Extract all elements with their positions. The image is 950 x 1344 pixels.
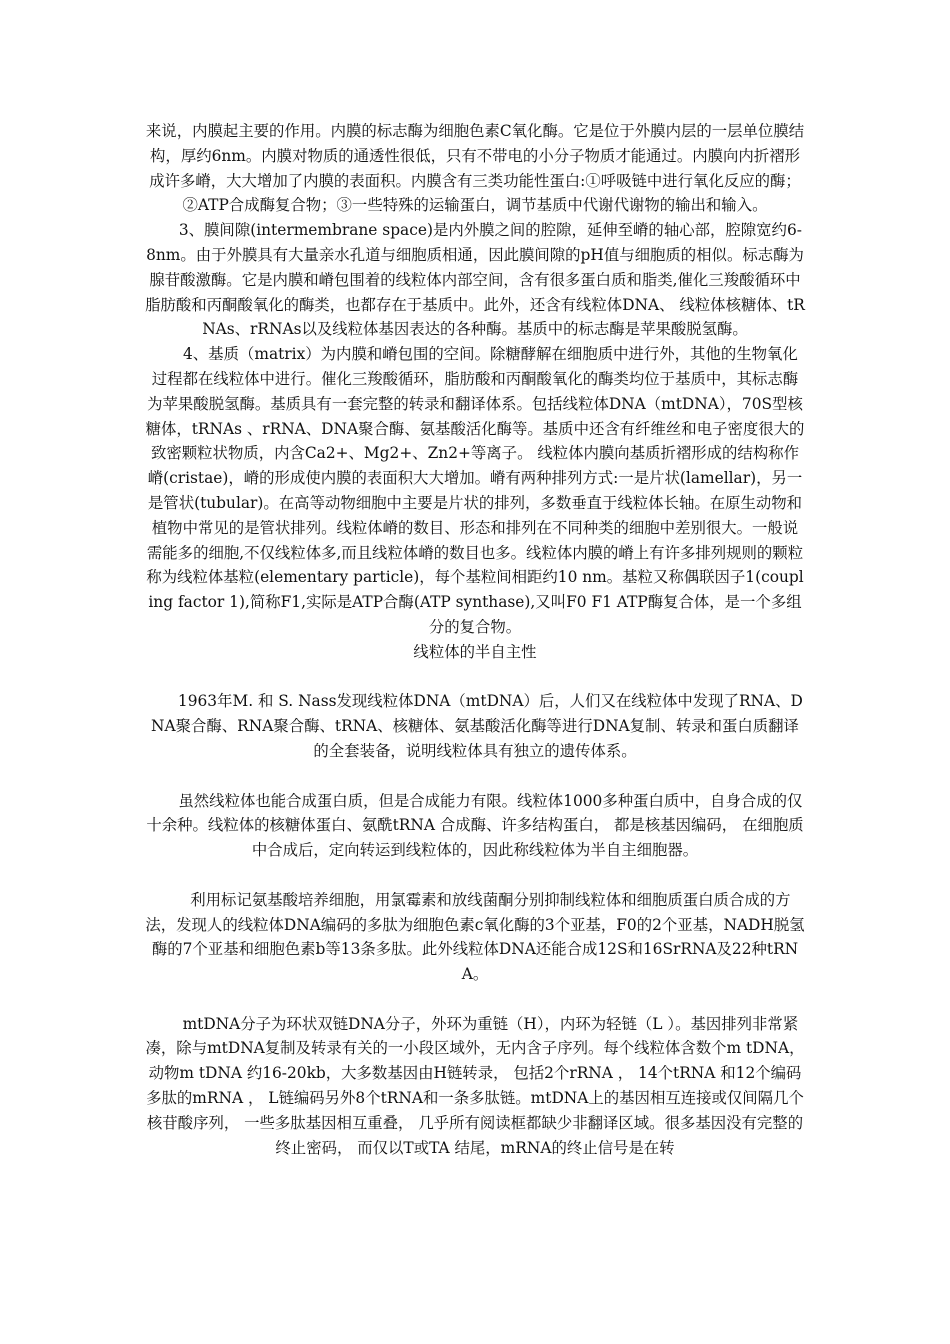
paragraph-matrix: 4、基质（matrix）为内膜和嵴包围的空间。除糖酵解在细胞质中进行外，其他的生物氧化过程都在线粒体中进行。催化三羧酸循环，脂肪酸和丙酮酸氧化的酶类均位于基质中，其标志酶为苹果酸脱氢酶。基质具有一套完整的转录和翻译体系。包括线粒体DNA（mtDNA），70S型核糖体，tRNAs 、rRNA、DNA聚合酶、氨基酸活化酶等。基质中还含有纤维丝和电子密度很大的致密颗粒状物质，内含Ca2+、Mg2+、Zn2+等离子。 线粒体内膜向基质折褶形成的结构称作嵴(cristae)，嵴的形成使内膜的表面积大大增加。嵴有两种排列方式:一是片状(lamellar)，另一是管状(tubular)。在高等动物细胞中主要是片状的排列，多数垂直于线粒体长轴。在原生动物和植物中常见的是管状排列。线粒体嵴的数目、形态和排列在不同种类的细胞中差别很大。一般说需能多的细胞,不仅线粒体多,而且线粒体嵴的数目也多。线粒体内膜的嵴上有许多排列规则的颗粒称为线粒体基粒(elementary particle)，每个基粒间相距约10 nm。基粒又称偶联因子1(coupling factor 1),简称F1,实际是ATP合酶(ATP synthase),又叫F0 F1 ATP酶复合体，是一个多组分的复合物。 (145, 345, 805, 636)
paragraph-protein-synthesis: 虽然线粒体也能合成蛋白质，但是合成能力有限。线粒体1000多种蛋白质中，自身合成的仅十余种。线粒体的核糖体蛋白、氨酰tRNA 合成酶、许多结构蛋白， 都是核基因编码， 在细胞质中合成后，定向转运到线粒体的，因此称线粒体为半自主细胞器。 (146, 791, 804, 860)
section-heading: 线粒体的半自主性 (413, 642, 537, 661)
blank-line (145, 863, 805, 888)
blank-line (145, 987, 805, 1012)
paragraph-mtdna-structure: mtDNA分子为环状双链DNA分子，外环为重链（H），内环为轻链（L ）。基因排列非常紧凑，除与mtDNA复制及转录有关的一小段区域外，无内含子序列。每个线粒体含数个m tDNA，动物m tDNA 约16-20kb，大多数基因由H链转录， 包括2个rRNA ， 14个tRNA 和12个编码多肽的mRNA ， L链编码另外8个tRNA和一条多肽链。mtDNA上的基因相互连接或仅间隔几个核苷酸序列， 一些多肽基因相互重叠， 几乎所有阅读框都缺少非翻译区域。很多基因没有完整的终止密码， 而仅以T或TA 结尾，mRNA的终止信号是在转 (145, 1014, 805, 1157)
paragraph-mtdna-discovery: 1963年M. 和 S. Nass发现线粒体DNA（mtDNA）后，人们又在线粒体中发现了RNA、DNA聚合酶、RNA聚合酶、tRNA、核糖体、氨基酸活化酶等进行DNA复制、转录和蛋白质翻译的全套装备，说明线粒体具有独立的遗传体系。 (151, 692, 803, 760)
paragraph-labeled-amino-acids: 利用标记氨基酸培养细胞，用氯霉素和放线菌酮分别抑制线粒体和细胞质蛋白质合成的方法，发现人的线粒体DNA编码的多肽为细胞色素c氧化酶的3个亚基，F0的2个亚基，NADH脱氢酶的7个亚基和细胞色素b等13条多肽。此外线粒体DNA还能合成12S和16SrRNA及22种tRNA。 (145, 890, 805, 984)
paragraph-inner-membrane: 来说，内膜起主要的作用。内膜的标志酶为细胞色素C氧化酶。它是位于外膜内层的一层单位膜结构，厚约6nm。内膜对物质的通透性很低，只有不带电的小分子物质才能通过。内膜向内折褶形成许多嵴，大大增加了内膜的表面积。内膜含有三类功能性蛋白:①呼吸链中进行氧化反应的酶；②ATP合成酶复合物；③一些特殊的运输蛋白，调节基质中代谢代谢物的输出和输入。 (145, 122, 805, 215)
document-page (145, 119, 805, 1160)
paragraph-intermembrane-space: 3、膜间隙(intermembrane space)是内外膜之间的腔隙，延伸至嵴的轴心部，腔隙宽约6-8nm。由于外膜具有大量亲水孔道与细胞质相通，因此膜间隙的pH值与细胞质的相似。标志酶为腺苷酸激酶。它是内膜和嵴包围着的线粒体内部空间，含有很多蛋白质和脂类,催化三羧酸循环中脂肪酸和丙酮酸氧化的酶类，也都存在于基质中。此外，还含有线粒体DNA、 线粒体核糖体、tRNAs、rRNAs以及线粒体基因表达的各种酶。基质中的标志酶是苹果酸脱氢酶。 (145, 221, 805, 339)
blank-line (145, 665, 805, 690)
blank-line (145, 764, 805, 789)
